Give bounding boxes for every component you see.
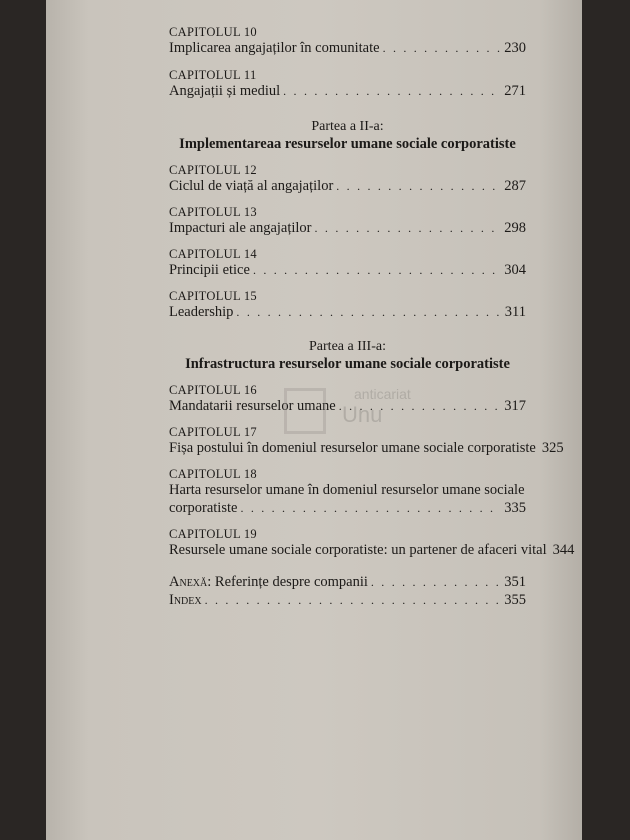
annex-label: Anexă (169, 574, 208, 590)
chapter-title-line-2: corporatiste (169, 500, 238, 516)
page-number: 311 (504, 304, 526, 320)
part-label: Partea a III-a: (309, 339, 386, 354)
leader-dots (283, 82, 501, 100)
chapter-label: CAPITOLUL 17 (169, 425, 257, 439)
chapter-label: CAPITOLUL 14 (169, 247, 257, 261)
leader-dots (253, 261, 501, 279)
page-number: 351 (504, 574, 526, 590)
chapter-label: CAPITOLUL 16 (169, 383, 257, 397)
part-title: Implementareaa resurselor umane sociale corporatiste (179, 136, 516, 152)
leader-dots (371, 573, 501, 591)
chapter-label: CAPITOLUL 18 (169, 467, 257, 481)
annex-title: : Referințe despre companii (207, 574, 368, 590)
chapter-label: CAPITOLUL 19 (169, 527, 257, 541)
part-heading-2 (169, 118, 526, 153)
book-page (46, 0, 582, 840)
chapter-title: Principii etice (169, 262, 250, 278)
page-number: 304 (504, 262, 526, 278)
chapter-title: Fișa postului în domeniul resurselor umane sociale corporatiste (169, 440, 536, 456)
chapter-label: CAPITOLUL 13 (169, 205, 257, 219)
toc-entry-ch12 (169, 163, 526, 195)
page-number: 344 (552, 542, 575, 558)
chapter-label: CAPITOLUL 10 (169, 25, 257, 39)
page-number: 230 (504, 40, 526, 56)
chapter-title: Leadership (169, 304, 234, 320)
leader-dots (236, 303, 501, 321)
leader-dots (315, 219, 502, 237)
toc-entry-ch10 (169, 25, 526, 57)
part-title: Infrastructura resurselor umane sociale corporatiste (185, 356, 510, 372)
part-label: Partea a II-a: (311, 119, 384, 134)
chapter-title: Implicarea angajaților în comunitate (169, 40, 380, 56)
toc-entry-ch16 (169, 383, 526, 415)
watermark-line-2: Unu (342, 402, 383, 427)
chapter-title-line-1: Harta resurselor umane în domeniul resurselor umane sociale (169, 482, 525, 498)
leader-dots (339, 397, 502, 415)
chapter-title: Resursele umane sociale corporatiste: un partener de afaceri vital (169, 542, 547, 558)
page-number: 298 (504, 220, 526, 236)
toc-entry-annex (169, 573, 526, 591)
page-number: 335 (504, 500, 526, 516)
chapter-title: Impacturi ale angajaților (169, 220, 312, 236)
chapter-title: Ciclul de viață al angajaților (169, 178, 334, 194)
chapter-label: CAPITOLUL 12 (169, 163, 257, 177)
chapter-label: CAPITOLUL 11 (169, 68, 257, 82)
chapter-title: Mandatarii resurselor umane (169, 398, 336, 414)
page-number: 271 (504, 83, 526, 99)
chapter-label: CAPITOLUL 15 (169, 289, 257, 303)
toc-entry-index (169, 591, 526, 609)
toc-entry-ch13 (169, 205, 526, 237)
toc-entry-ch18 (169, 467, 526, 517)
index-label: Index (169, 592, 202, 608)
page-number: 355 (504, 592, 526, 608)
leader-dots (205, 591, 502, 609)
watermark-line-1: anticariat (354, 386, 411, 402)
chapter-title: Angajații și mediul (169, 83, 281, 99)
leader-dots (336, 177, 501, 195)
toc-entry-ch15 (169, 289, 526, 321)
page-number: 317 (504, 398, 526, 414)
toc-entry-ch19 (169, 527, 575, 559)
toc-entry-ch17 (169, 425, 564, 457)
leader-dots (383, 39, 502, 57)
page-number: 325 (541, 440, 564, 456)
leader-dots (240, 499, 501, 517)
part-heading-3 (169, 338, 526, 373)
page-number: 287 (504, 178, 526, 194)
toc-entry-ch14 (169, 247, 526, 279)
toc-entry-ch11 (169, 68, 526, 100)
